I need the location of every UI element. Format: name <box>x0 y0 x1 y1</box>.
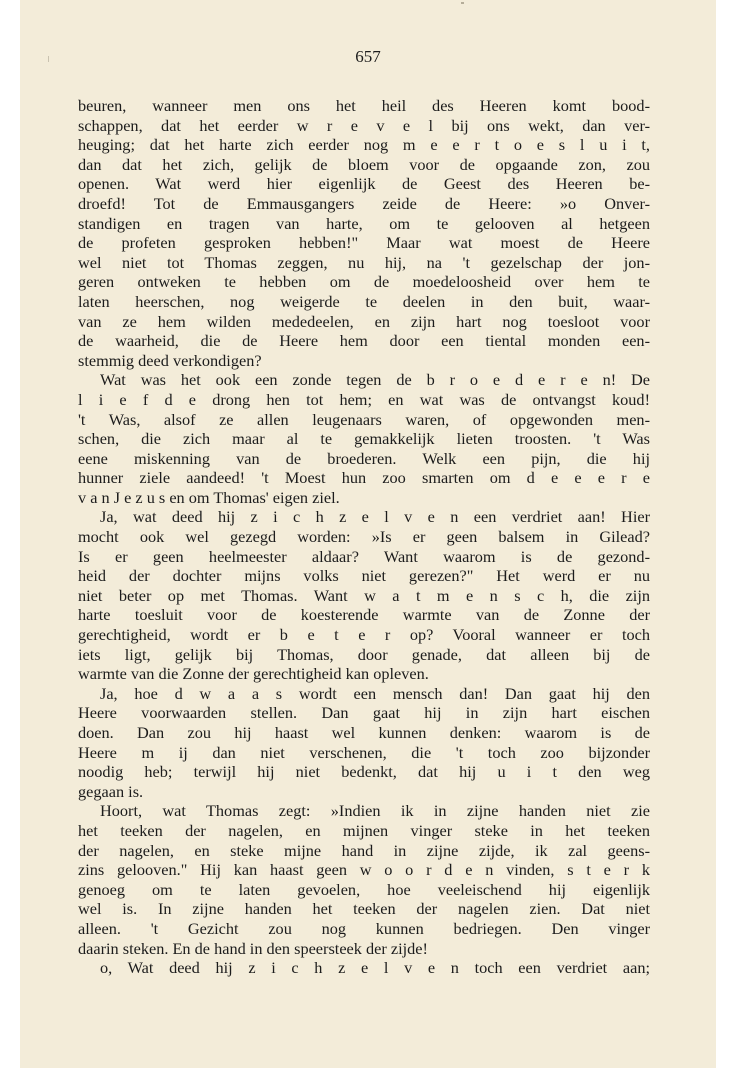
text-line: Heere voorwaarden stellen. Dan gaat hij in zijn hart eischen <box>78 703 650 723</box>
text-line: Ja, wat deed hij z i c h z e l v e n een verdriet aan! Hier <box>100 507 650 527</box>
text-line: gegaan is. <box>78 781 144 801</box>
text-line: niet beter op met Thomas. Want w a t m e n s c h, die zijn <box>78 585 650 605</box>
text-line: schappen, dat het eerder w r e v e l bij ons wekt, dan ver- <box>78 115 650 135</box>
text-line: o, Wat deed hij z i c h z e l v e n toch een verdriet aan; <box>100 958 650 978</box>
text-line: eene miskenning van de broederen. Welk een pijn, die hij <box>78 448 650 468</box>
text-line: zins gelooven." Hij kan haast geen w o o r d e n vinden, s t e r k <box>78 860 650 880</box>
text-line: openen. Wat werd hier eigenlijk de Geest des Heeren be- <box>78 174 650 194</box>
text-line: alleen. 't Gezicht zou nog kunnen bedriegen. Den vinger <box>78 918 650 938</box>
text-line: harte toesluit voor de koesterende warmte van de Zonne der <box>78 605 650 625</box>
body-text <box>78 96 650 978</box>
text-line: v a n J e z u s en om Thomas' eigen ziel. <box>78 487 340 507</box>
text-line: warmte van die Zonne der gerechtigheid kan opleven. <box>78 664 429 684</box>
text-line: heuging; dat het harte zich eerder nog m e e r t o e s l u i t, <box>78 135 650 155</box>
text-line: genoeg om te laten gevoelen, hoe veeleischend hij eigenlijk <box>78 879 650 899</box>
book-page <box>20 0 716 1068</box>
text-line: dan dat het zich, gelijk de bloem voor de opgaande zon, zou <box>78 154 650 174</box>
text-line: wel is. In zijne handen het teeken der nagelen zien. Dat niet <box>78 899 650 919</box>
text-line: het teeken der nagelen, en mijnen vinger steke in het teeken <box>78 820 650 840</box>
text-line: hunner ziele aandeed! 't Moest hun zoo smarten om d e e e r e <box>78 468 650 488</box>
text-line: droefd! Tot de Emmausgangers zeide de Heere: »o Onver- <box>78 193 650 213</box>
text-line: de profeten gesproken hebben!" Maar wat moest de Heere <box>78 233 650 253</box>
text-line: daarin steken. En de hand in den speersteek der zijde! <box>78 938 428 958</box>
scan-speck <box>461 2 464 4</box>
text-line: wel niet tot Thomas zeggen, nu hij, na 't gezelschap der jon- <box>78 252 650 272</box>
text-line: der nagelen, en steke mijne hand in zijne zijde, ik zal geens- <box>78 840 650 860</box>
text-line: Heere m ij dan niet verschenen, die 't toch zoo bijzonder <box>78 742 650 762</box>
text-line: noodig heb; terwijl hij niet bedenkt, dat hij u i t den weg <box>78 762 650 782</box>
text-line: Wat was het ook een zonde tegen de b r o e d e r e n! De <box>100 370 650 390</box>
text-line: standigen en tragen van harte, om te gelooven al hetgeen <box>78 213 650 233</box>
text-line: Is er geen heelmeester aldaar? Want waarom is de gezond- <box>78 546 650 566</box>
text-line: laten heerschen, nog weigerde te deelen in den buit, waar- <box>78 291 650 311</box>
text-line: Hoort, wat Thomas zegt: »Indien ik in zijne handen niet zie <box>100 801 650 821</box>
text-line: schen, die zich maar al te gemakkelijk lieten troosten. 't Was <box>78 429 650 449</box>
text-line: de waarheid, die de Heere hem door een tiental monden een- <box>78 331 650 351</box>
text-line: l i e f d e drong hen tot hem; en wat was de ontvangst koud! <box>78 389 650 409</box>
text-line: geren ontweken te hebben om de moedeloosheid over hem te <box>78 272 650 292</box>
text-line: doen. Dan zou hij haast wel kunnen denken: waarom is de <box>78 723 650 742</box>
text-line: stemmig deed verkondigen? <box>78 350 262 370</box>
text-line: van ze hem wilden mededeelen, en zijn hart nog toesloot voor <box>78 311 650 331</box>
text-line: iets ligt, gelijk bij Thomas, door genade, dat alleen bij de <box>78 644 650 664</box>
page-number: 657 <box>355 47 381 66</box>
text-line: Ja, hoe d w a a s wordt een mensch dan! Dan gaat hij den <box>100 683 650 703</box>
text-line: 't Was, alsof ze allen leugenaars waren, of opgewonden men- <box>78 409 650 429</box>
text-line: gerechtigheid, wordt er b e t e r op? Vooral wanneer er toch <box>78 625 650 645</box>
text-line: mocht ook wel gezegd worden: »Is er geen balsem in Gilead? <box>78 527 650 547</box>
text-line: heid der dochter mijns volks niet gerezen?" Het werd er nu <box>78 566 650 586</box>
text-line: beuren, wanneer men ons het heil des Heeren komt bood- <box>78 96 650 115</box>
